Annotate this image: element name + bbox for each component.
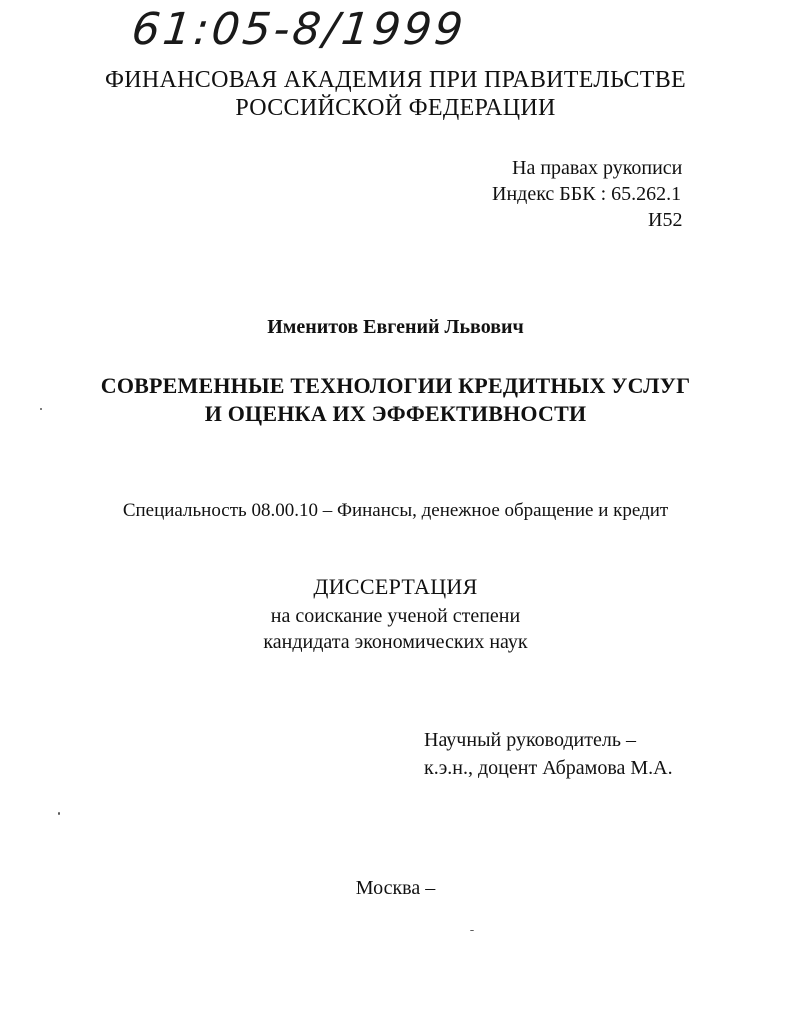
supervisor-line-2: к.э.н., доцент Абрамова М.А.: [424, 757, 673, 779]
supervisor: [424, 726, 673, 782]
author-name: Именитов Евгений Львович: [267, 316, 524, 338]
institution-line-1: ФИНАНСОВАЯ АКАДЕМИЯ ПРИ ПРАВИТЕЛЬСТВЕ: [104, 67, 687, 93]
city: Москва –: [355, 877, 436, 899]
dissertation-label: ДИССЕРТАЦИЯ: [313, 574, 478, 599]
title-line-1: СОВРЕМЕННЫЕ ТЕХНОЛОГИИ КРЕДИТНЫХ УСЛУГ: [100, 373, 691, 398]
author-code: И52: [648, 209, 683, 231]
bbk-index: Индекс ББК : 65.262.1: [492, 183, 682, 205]
title-line-2: И ОЦЕНКА ИХ ЭФФЕКТИВНОСТИ: [204, 401, 587, 426]
handwritten-archive-number: 61:05-8/1999: [129, 4, 469, 55]
manuscript-rights: На правах рукописи: [512, 157, 683, 179]
degree-line-1: на соискание ученой степени: [270, 605, 521, 627]
institution-name: [0, 66, 791, 122]
scan-speck: [40, 408, 42, 410]
supervisor-line-1: Научный руководитель –: [424, 729, 636, 751]
degree-line-2: кандидата экономических наук: [263, 631, 528, 653]
scan-speck: [58, 812, 60, 815]
degree-description: [0, 603, 791, 655]
institution-line-2: РОССИЙСКОЙ ФЕДЕРАЦИИ: [235, 95, 556, 121]
dissertation-title: [0, 372, 791, 428]
specialty: Специальность 08.00.10 – Финансы, денежное обращение и кредит: [122, 500, 669, 521]
scan-speck: [470, 930, 474, 931]
